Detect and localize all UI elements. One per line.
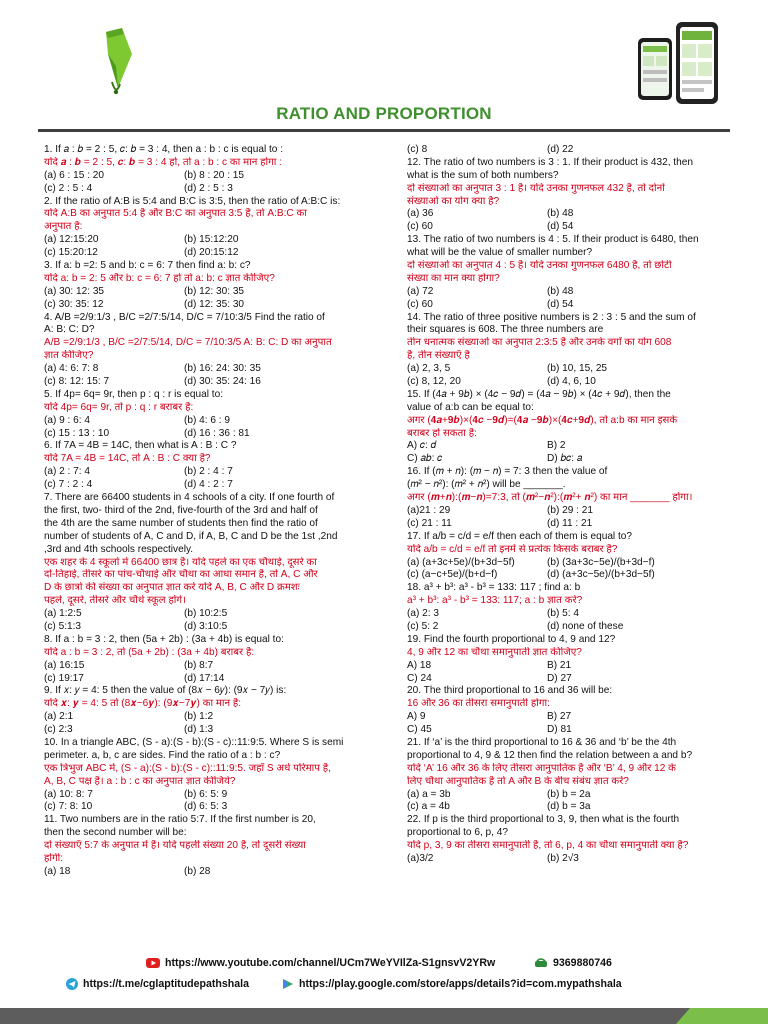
- option-a: C) 45: [407, 724, 432, 736]
- question-line: 1. If 𝑎 : 𝑏 = 2 : 5, 𝑐: 𝑏 = 3 : 4, then a : b : c is equal to :: [44, 144, 284, 155]
- option-b: (d) 1:3: [184, 724, 214, 736]
- option-row: [407, 208, 723, 221]
- option-b: (b) 28: [184, 865, 211, 877]
- question-line: proportional to 6, p, 4?: [407, 827, 509, 839]
- telegram-icon: [66, 978, 78, 990]
- option-row: [44, 363, 364, 376]
- option-b: (b) 48: [547, 285, 574, 297]
- question-line: 17. If a/b = c/d = e/f then each of them is equal to?: [407, 530, 633, 542]
- hindi-question-line: यदि a: b = 2: 5 और b: c = 6: 7 हो तो a: b: c ज्ञात कीजिए?: [44, 272, 275, 284]
- option-a: (a) 10: 8: 7: [44, 788, 93, 800]
- option-a: (c) 15:20:12: [44, 247, 98, 259]
- option-row: [407, 221, 723, 234]
- option-row: [44, 711, 364, 724]
- hindi-question-line: बराबर हो सकता है:: [407, 427, 477, 439]
- question-line: proportional to 4, 9 & 12 then find the relation between a and b?: [407, 749, 693, 761]
- option-row: [407, 518, 723, 531]
- option-row: [407, 789, 723, 802]
- question-line: 6. If 7A = 4B = 14C, then what is A : B : C ?: [44, 440, 237, 452]
- option-a: (a) 9 : 6: 4: [44, 414, 91, 426]
- option-b: (b) 2 : 4 : 7: [184, 466, 233, 478]
- pencil-logo-icon: [96, 26, 136, 100]
- option-b: (d) 11 : 21: [547, 517, 593, 529]
- option-row: [44, 724, 364, 737]
- hindi-question-line: यदि A:B का अनुपात 5:4 है और B:C का अनुपात 3:5 है, तो A:B:C का: [44, 208, 307, 220]
- hindi-question-line: अगर (𝟒𝒂+𝟗𝒃)×(𝟒𝒄 −𝟗𝒅)=(𝟒𝒂 −𝟗𝒃)×(𝟒𝒄+𝟗𝒅), तो a:b का मान इसके: [407, 414, 678, 426]
- option-b: (b) 15:12:20: [184, 234, 239, 246]
- question-line: the 4th are the same number of students then find the ratio of: [44, 517, 318, 529]
- hindi-question-line: एक शहर के 4 स्कूलों में 66400 छात्र हैं। यदि पहले का एक चौथाई, दूसरे का: [44, 556, 317, 568]
- question-line: their squares is 608. The three numbers are: [407, 324, 604, 336]
- hindi-question-line: दो संख्याएँ 5:7 के अनुपात में हैं। यदि पहली संख्या 20 है, तो दूसरी संख्या: [44, 840, 306, 852]
- option-b: (b) 2√3: [547, 852, 579, 864]
- option-row: [407, 711, 723, 724]
- phone-row: [534, 957, 612, 969]
- hindi-question-line: D के छात्रों की संख्या का अनुपात ज्ञात करें यदि A, B, C और D क्रमशः: [44, 582, 300, 594]
- option-a: (a) 18: [44, 865, 71, 877]
- option-row: [407, 453, 723, 466]
- youtube-link-row[interactable]: [146, 957, 495, 969]
- question-line: what will be the value of smaller number?: [407, 247, 593, 259]
- question-line: perimeter. a, b, c are sides. Find the ratio of a : b : c?: [44, 749, 281, 761]
- question-line: 2. If the ratio of A:B is 5:4 and B:C is 3:5, then the ratio of A:B:C is:: [44, 195, 341, 207]
- question-line: 11. Two numbers are in the ratio 5:7. If the first number is 20,: [44, 814, 316, 826]
- question-line: 12. The ratio of two numbers is 3 : 1. If their product is 432, then: [407, 156, 693, 168]
- option-b: B) 27: [547, 711, 572, 723]
- question-line: A: B: C: D?: [44, 324, 95, 336]
- option-b: (d) 54: [547, 298, 574, 310]
- option-b: (b) (3a+3c−5e)/(b+3d−f): [547, 556, 655, 568]
- hindi-question-line: यदि 7A = 4B = 14C, तो A : B : C क्या है?: [44, 453, 211, 465]
- option-a: (c) 8: [407, 144, 428, 155]
- question-line: 22. If p is the third proportional to 3, 9, then what is the fourth: [407, 814, 680, 826]
- question-line: 21. If ‘a’ is the third proportional to 16 & 36 and ‘b’ be the 4th: [407, 736, 677, 748]
- option-b: (d) 3:10:5: [184, 620, 228, 632]
- option-a: C) 24: [407, 672, 432, 684]
- option-row: [44, 479, 364, 492]
- option-row: [407, 660, 723, 673]
- right-column: [407, 144, 723, 866]
- option-b: D) 𝑏𝑐: 𝑎: [547, 453, 583, 465]
- hindi-question-line: दो-तिहाई, तीसरे का पांच-चौथाई और चौथा का आधा समान है, तो A, C और: [44, 569, 318, 581]
- option-row: [44, 608, 364, 621]
- option-a: (c) (a−c+5e)/(b+d−f): [407, 569, 498, 581]
- question-line: 8. If a : b = 3 : 2, then (5a + 2b) : (3a + 4b) is equal to:: [44, 633, 284, 645]
- option-row: [44, 866, 364, 879]
- option-row: [407, 673, 723, 686]
- option-a: (c) 5:1:3: [44, 620, 82, 632]
- option-row: [44, 170, 364, 183]
- hindi-question-line: 4, 9 और 12 का चौथा समानुपाती ज्ञात कीजिए?: [407, 646, 582, 658]
- hindi-question-line: यदि 4p= 6q= 9r, तो p : q : r बराबर है:: [44, 401, 194, 413]
- question-line: 3. If a: b =2: 5 and b: c = 6: 7 then find a: b: c?: [44, 260, 251, 272]
- option-row: [44, 286, 364, 299]
- hindi-question-line: संख्या का मान क्या होगा?: [407, 272, 500, 284]
- question-line: 15. If (4𝑎 + 9𝑏) × (4𝑐 − 9𝑑) = (4𝑎 − 9𝑏) × (4𝑐 + 9𝑑), then the: [407, 388, 671, 400]
- option-row: [407, 440, 723, 453]
- youtube-url[interactable]: https://www.youtube.com/channel/UCm7WeYVIlZa-S1gnsvV2YRw: [165, 957, 496, 969]
- left-column: [44, 144, 364, 879]
- question-line: ,3rd and 4th schools respectively.: [44, 543, 194, 555]
- option-a: C) 𝑎𝑏: 𝑐: [407, 453, 443, 465]
- option-b: (d) none of these: [547, 620, 624, 632]
- option-row: [407, 376, 723, 389]
- option-row: [407, 299, 723, 312]
- option-row: [44, 789, 364, 802]
- question-line: then the second number will be:: [44, 827, 187, 839]
- option-a: (c) 15 : 13 : 10: [44, 427, 110, 439]
- option-b: (d) 2 : 5 : 3: [184, 182, 233, 194]
- hindi-question-line: होगी:: [44, 852, 64, 864]
- option-a: (a) 1:2:5: [44, 608, 82, 620]
- option-b: (d) 4, 6, 10: [547, 376, 596, 388]
- hindi-question-line: अगर (𝒎+𝒏):(𝒎−𝒏)=7:3, तो (𝒎²−𝒏²):(𝒎²+ 𝒏²) का मान _______ होगा।: [407, 492, 693, 504]
- option-a: (a) 2: 3: [407, 608, 439, 620]
- option-b: (d) 20:15:12: [184, 247, 239, 259]
- option-b: (b) 48: [547, 208, 574, 220]
- option-b: (b) b = 2a: [547, 788, 591, 800]
- hindi-question-line: a³ + b³: a³ - b³ = 133: 117; a : b ज्ञात करें?: [407, 595, 583, 607]
- hindi-question-line: तीन धनात्मक संख्याओं का अनुपात 2:3:5 है और उनके वर्गों का योग 608: [407, 337, 672, 349]
- hindi-question-line: अनुपात है:: [44, 221, 83, 233]
- question-line: 20. The third proportional to 16 and 36 will be:: [407, 685, 613, 697]
- option-row: [407, 144, 723, 157]
- option-b: (b) 1:2: [184, 711, 214, 723]
- page-title: RATIO AND PROPORTION: [276, 104, 492, 123]
- option-b: D) 27: [547, 672, 572, 684]
- option-b: (b) 8:7: [184, 659, 214, 671]
- hindi-question-line: A/B =2/9:1/3 , B/C =2/7:5/14, D/C = 7/10:3/5 A: B: C: D का अनुपात: [44, 337, 332, 349]
- question-line: what is the sum of both numbers?: [407, 169, 559, 181]
- option-a: (c) a = 4b: [407, 801, 450, 813]
- hindi-question-line: यदि 𝒂 : 𝒃 = 2 : 5, 𝒄: 𝒃 = 3 : 4 हो, तो a : b : c का मान होगा :: [44, 156, 283, 168]
- phone-number: 9369880746: [553, 957, 612, 969]
- option-a: (a) 2, 3, 5: [407, 363, 451, 375]
- option-b: (d) 4 : 2 : 7: [184, 479, 233, 491]
- question-line: 13. The ratio of two numbers is 4 : 5. If their product is 6480, then: [407, 234, 699, 246]
- option-a: (c) 60: [407, 298, 433, 310]
- option-a: (c) 60: [407, 221, 433, 233]
- option-b: (d) 6: 5: 3: [184, 801, 228, 813]
- telegram-link-row[interactable]: [66, 978, 249, 990]
- title-divider: [38, 129, 730, 132]
- option-a: (a) 4: 6: 7: 8: [44, 363, 99, 375]
- option-row: [44, 801, 364, 814]
- option-row: [44, 621, 364, 634]
- option-b: (b) 10:2:5: [184, 608, 228, 620]
- option-row: [44, 428, 364, 441]
- option-b: (b) 16: 24: 30: 35: [184, 363, 261, 375]
- hindi-question-line: एक त्रिभुज ABC में, (S - a):(S - b):(S - c)::11:9:5. जहाँ S अर्ध परिमाप है,: [44, 762, 331, 774]
- option-row: [44, 234, 364, 247]
- option-row: [44, 247, 364, 260]
- option-row: [407, 286, 723, 299]
- hindi-question-line: A, B, C पक्ष हैं। a : b : c का अनुपात ज्ञात कीजिये?: [44, 775, 236, 787]
- option-row: [407, 853, 723, 866]
- option-b: (d) (a+3c−5e)/(b+3d−5f): [547, 569, 655, 581]
- option-b: (b) 12: 30: 35: [184, 285, 245, 297]
- option-a: (a) 6 : 15 : 20: [44, 169, 105, 181]
- option-a: (a) 36: [407, 208, 434, 220]
- youtube-icon: [146, 958, 160, 968]
- option-a: A) 18: [407, 659, 432, 671]
- hindi-question-line: दो संख्याओं का अनुपात 4 : 5 है। यदि उनका गुणनफल 6480 है, तो छोटी: [407, 260, 672, 272]
- hindi-question-line: पहले, दूसरे, तीसरे और चौथे स्कूल होंगे।: [44, 595, 186, 607]
- option-a: (c) 19:17: [44, 672, 84, 684]
- option-b: B) 2: [547, 440, 566, 452]
- option-b: (b) 6: 5: 9: [184, 788, 228, 800]
- option-b: (d) 12: 35: 30: [184, 298, 245, 310]
- hindi-question-line: लिए चौथा आनुपातिक है तो A और B के बीच संबंध ज्ञात करें?: [407, 775, 629, 787]
- option-a: (c) 8: 12: 15: 7: [44, 376, 110, 388]
- question-line: 4. A/B =2/9:1/3 , B/C =2/7:5/14, D/C = 7/10:3/5 Find the ratio of: [44, 311, 325, 323]
- hindi-question-line: यदि 𝒙: 𝒚 = 4: 5 तो (8𝒙−6𝒚): (9𝒙−7𝒚) का मान है:: [44, 698, 242, 710]
- option-b: (b) 4: 6 : 9: [184, 414, 231, 426]
- question-line: number of students of A, C and D, if A, B, C and D be the 1st ,2nd: [44, 530, 338, 542]
- option-a: (c) 2:3: [44, 724, 73, 736]
- option-a: (c) 30: 35: 12: [44, 298, 104, 310]
- option-a: (a) 30: 12: 35: [44, 285, 105, 297]
- question-line: 16. If (𝑚 + 𝑛): (𝑚 − 𝑛) = 7: 3 then the value of: [407, 466, 608, 478]
- option-row: [407, 569, 723, 582]
- option-row: [407, 363, 723, 376]
- question-line: the first, two- third of the 2nd, five-fourth of the 3rd and half of: [44, 504, 318, 516]
- option-a: (a) 2:1: [44, 711, 74, 723]
- option-a: (c) 5: 2: [407, 620, 439, 632]
- hindi-question-line: ज्ञात कीजिए?: [44, 350, 94, 362]
- hindi-question-line: 16 और 36 का तीसरा समानुपाती होगा:: [407, 698, 550, 710]
- option-row: [44, 376, 364, 389]
- option-row: [407, 801, 723, 814]
- option-b: (b) 29 : 21: [547, 504, 594, 516]
- question-line: 18. a³ + b³: a³ - b³ = 133: 117 ; find a: b: [407, 582, 581, 594]
- question-line: 7. There are 66400 students in 4 schools of a city. If one fourth of: [44, 492, 335, 504]
- option-b: D) 81: [547, 724, 572, 736]
- play-store-icon: [282, 978, 294, 990]
- question-line: 10. In a triangle ABC, (S - a):(S - b):(S - c)::11:9:5. Where S is semi: [44, 736, 344, 748]
- option-row: [407, 621, 723, 634]
- option-a: (a) a = 3b: [407, 788, 451, 800]
- question-line: value of a:b can be equal to:: [407, 401, 534, 413]
- option-a: (c) 2 : 5 : 4: [44, 182, 93, 194]
- question-line: 9. If 𝑥: 𝑦 = 4: 5 then the value of (8𝑥 − 6𝑦): (9𝑥 − 7𝑦) is:: [44, 685, 287, 697]
- option-b: (d) b = 3a: [547, 801, 591, 813]
- playstore-link-row[interactable]: [282, 978, 622, 990]
- option-b: (d) 16 : 36 : 81: [184, 427, 250, 439]
- option-row: [407, 557, 723, 570]
- question-line: 5. If 4p= 6q= 9r, then p : q : r is equal to:: [44, 388, 224, 400]
- option-b: (b) 10, 15, 25: [547, 363, 608, 375]
- option-row: [44, 183, 364, 196]
- question-line: (𝑚² − 𝑛²): (𝑚² + 𝑛²) will be _______.: [407, 479, 566, 491]
- option-b: (d) 17:14: [184, 672, 225, 684]
- option-a: (a)3/2: [407, 852, 434, 864]
- hindi-question-line: यदि ‘A’ 16 और 36 के लिए तीसरा आनुपातिक है और ‘B’ 4, 9 और 12 के: [407, 762, 676, 774]
- question-line: 19. Find the fourth proportional to 4, 9 and 12?: [407, 633, 616, 645]
- option-b: (d) 30: 35: 24: 16: [184, 376, 261, 388]
- option-a: (c) 21 : 11: [407, 517, 452, 529]
- app-phone-mockup-icon: [630, 18, 730, 110]
- phone-icon: [534, 958, 548, 968]
- option-a: (a) 16:15: [44, 659, 85, 671]
- option-row: [407, 724, 723, 737]
- option-row: [44, 415, 364, 428]
- option-b: (b) 5: 4: [547, 608, 579, 620]
- option-a: (a) 72: [407, 285, 434, 297]
- telegram-url[interactable]: https://t.me/cglaptitudepathshala: [83, 978, 249, 990]
- option-a: (c) 7 : 2 : 4: [44, 479, 93, 491]
- option-b: (b) 8 : 20 : 15: [184, 169, 245, 181]
- option-a: (a) 12:15:20: [44, 234, 99, 246]
- option-row: [44, 673, 364, 686]
- playstore-url[interactable]: https://play.google.com/store/apps/details?id=com.mypathshala: [299, 978, 622, 990]
- option-b: (d) 22: [547, 144, 574, 155]
- hindi-question-line: यदि p, 3, 9 का तीसरा समानुपाती है, तो 6, p, 4 का चौथा समानुपाती क्या है?: [407, 840, 689, 852]
- hindi-question-line: है, तीन संख्याएँ है: [407, 350, 470, 362]
- option-a: (a) (a+3c+5e)/(b+3d−5f): [407, 556, 515, 568]
- option-a: (a) 2 : 7: 4: [44, 466, 91, 478]
- option-row: [407, 608, 723, 621]
- option-b: B) 21: [547, 659, 572, 671]
- option-a: (c) 7: 8: 10: [44, 801, 93, 813]
- option-a: (a)21 : 29: [407, 504, 451, 516]
- option-a: A) 9: [407, 711, 426, 723]
- hindi-question-line: यदि a : b = 3 : 2, तो (5a + 2b) : (3a + 4b) बराबर है:: [44, 646, 255, 658]
- option-row: [44, 660, 364, 673]
- hindi-question-line: दो संख्याओं का अनुपात 3 : 1 है। यदि उनका गुणनफल 432 है, तो दोनों: [407, 182, 665, 194]
- option-a: A) 𝑐: 𝑑: [407, 440, 437, 452]
- option-row: [407, 505, 723, 518]
- option-row: [44, 299, 364, 312]
- hindi-question-line: यदि a/b = c/d = e/f तो इनमें से प्रत्येक किसके बराबर है?: [407, 543, 618, 555]
- question-line: 14. The ratio of three positive numbers is 2 : 3 : 5 and the sum of: [407, 311, 696, 323]
- hindi-question-line: संख्याओं का योग क्या है?: [407, 195, 500, 207]
- option-b: (d) 54: [547, 221, 574, 233]
- option-a: (c) 8, 12, 20: [407, 376, 461, 388]
- footer-bar: [0, 1008, 768, 1024]
- option-row: [44, 466, 364, 479]
